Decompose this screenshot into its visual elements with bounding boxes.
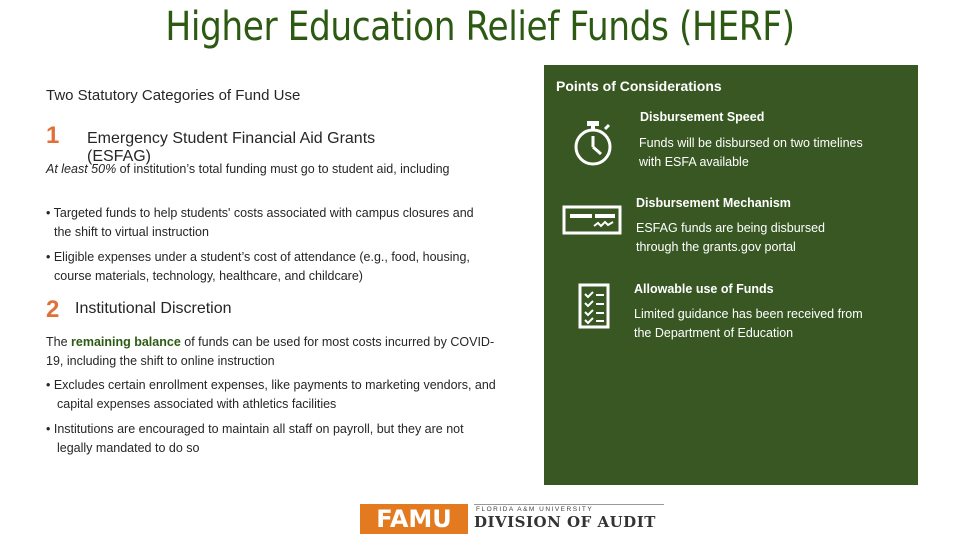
category-title-1: Emergency Student Financial Aid Grants (ESFAG) [87,130,376,165]
category-2-bullet-1: • Excludes certain enrollment expenses, like payments to marketing vendors, and capital expenses associated with athletics facilities [46,378,496,411]
point-heading-2: Disbursement Mechanism [636,196,791,210]
point-body-2: ESFAG funds are being disbursed through the grants.gov portal [636,221,826,254]
category-1-bullet-2: • Eligible expenses under a student’s cost of attendance (e.g., food, housing, course materials, technology, healthcare, and childcare) [46,250,470,283]
page-title: Higher Education Relief Funds (HERF) [165,4,795,50]
logo-divider [474,504,664,505]
category-2-bullet-2: • Institutions are encouraged to maintain all staff on payroll, but they are not legally mandated to do so [46,422,464,455]
checklist-icon [578,283,610,334]
category-1-bullet-1: • Targeted funds to help students' costs associated with campus closures and the shift to virtual instruction [46,206,474,239]
category-1-intro [46,160,496,179]
university-name: FLORIDA A&M UNIVERSITY [476,506,594,513]
percentage-requirement: At least 50% [46,162,117,176]
point-body-1: Funds will be disbursed on two timelines with ESFA available [639,136,863,169]
division-name: DIVISION OF AUDIT [474,513,656,531]
category-number-2: 2 [46,296,60,323]
remaining-balance-highlight: remaining balance [71,335,181,349]
check-payment-icon [562,205,622,240]
category-title-2: Institutional Discretion [75,300,232,317]
point-heading-1: Disbursement Speed [640,110,765,124]
category-2-intro [46,333,496,371]
panel-title: Points of Considerations [556,78,722,94]
famu-logo-box: FAMU [360,504,468,534]
category-1-intro-rest: of institution’s total funding must go to student aid, including [116,162,450,176]
category-2-intro-prefix: The [46,335,72,349]
category-2-intro-rest: of funds can be used for most costs incurred by COVID-19, including the shift to online instruction [46,335,495,368]
stopwatch-icon [570,120,616,173]
section-subheading: Two Statutory Categories of Fund Use [46,87,301,104]
category-number-1: 1 [46,122,60,149]
point-body-3: Limited guidance has been received from the Department of Education [634,307,863,340]
point-heading-3: Allowable use of Funds [634,282,774,296]
famu-audit-logo [360,502,670,536]
